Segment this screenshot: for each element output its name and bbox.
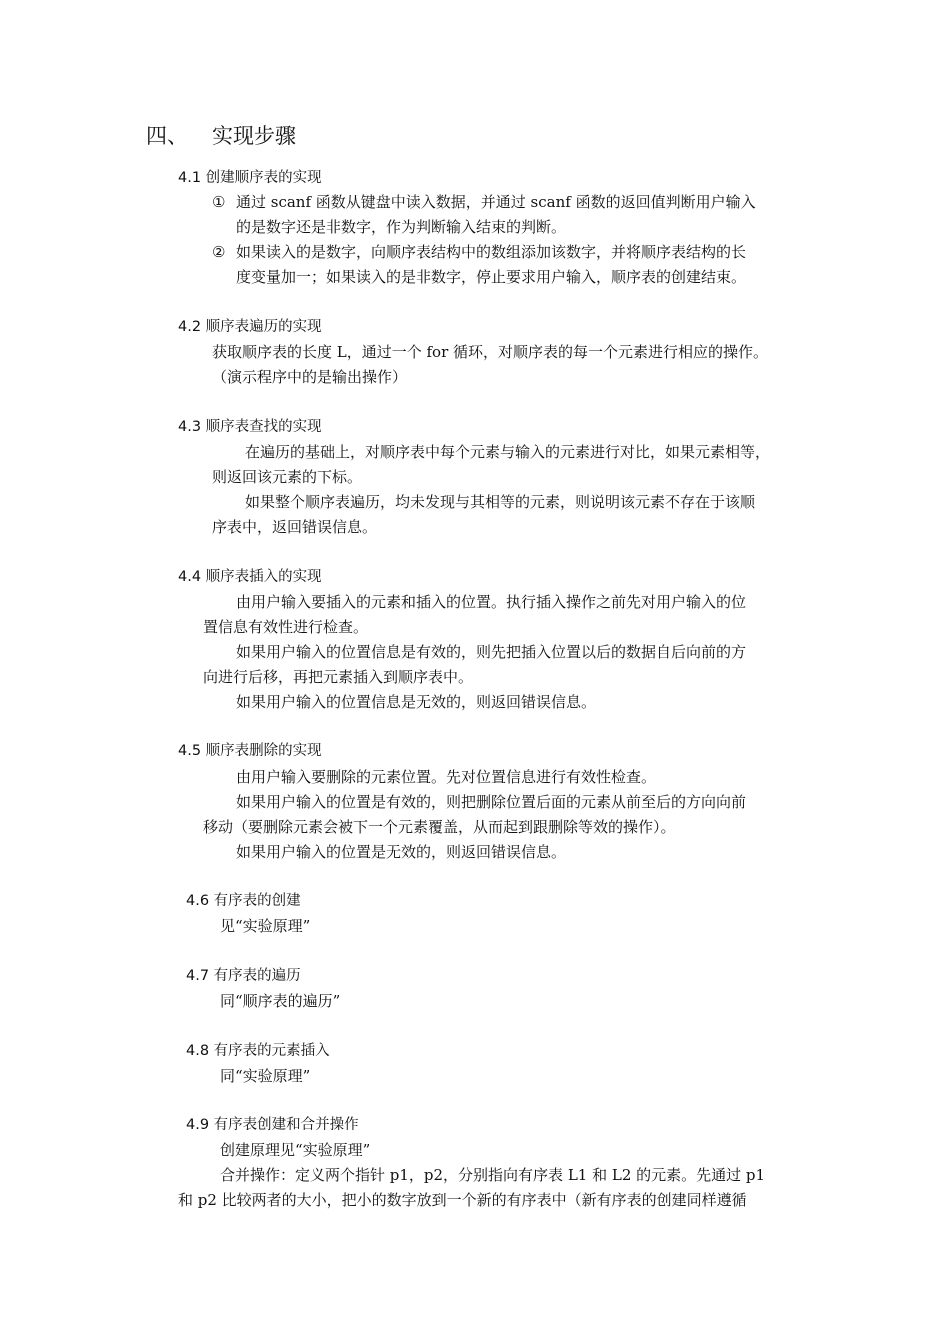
paragraph-line: 向进行后移，再把元素插入到顺序表中。	[203, 668, 474, 686]
section-4-1-heading: 4.1 创建顺序表的实现	[178, 170, 322, 186]
chapter-number: 四、	[146, 124, 188, 148]
section-4-7-heading: 4.7 有序表的遍历	[186, 968, 301, 984]
chapter-title: 实现步骤	[212, 124, 296, 148]
paragraph-line: （演示程序中的是输出操作）	[212, 368, 408, 386]
paragraph-line: 在遍历的基础上，对顺序表中每个元素与输入的元素进行对比，如果元素相等，	[245, 443, 771, 461]
paragraph-line: 如果用户输入的位置信息是有效的，则先把插入位置以后的数据自后向前的方	[236, 643, 747, 661]
paragraph-line: 合并操作：定义两个指针 p1，p2，分别指向有序表 L1 和 L2 的元素。先通过 p1	[220, 1166, 766, 1184]
section-4-4-heading: 4.4 顺序表插入的实现	[178, 569, 322, 585]
paragraph-line: 获取顺序表的长度 L，通过一个 for 循环，对顺序表的每一个元素进行相应的操作。	[212, 343, 769, 361]
paragraph-line: 如果用户输入的位置信息是无效的，则返回错误信息。	[236, 693, 597, 711]
paragraph-line: 由用户输入要删除的元素位置。先对位置信息进行有效性检查。	[236, 768, 657, 786]
list-marker-1: ①	[212, 193, 226, 211]
paragraph-line: 置信息有效性进行检查。	[203, 618, 369, 636]
paragraph-line: 同“顺序表的遍历”	[220, 992, 341, 1010]
paragraph-line: 通过 scanf 函数从键盘中读入数据，并通过 scanf 函数的返回值判断用户输入	[236, 193, 756, 211]
paragraph-line: 度变量加一；如果读入的是非数字，停止要求用户输入，顺序表的创建结束。	[236, 268, 747, 286]
paragraph-line: 如果整个顺序表遍历，均未发现与其相等的元素，则说明该元素不存在于该顺	[245, 493, 756, 511]
paragraph-line: 如果用户输入的位置是无效的，则返回错误信息。	[236, 843, 567, 861]
paragraph-line: 同“实验原理”	[220, 1067, 311, 1085]
section-4-9-heading: 4.9 有序表创建和合并操作	[186, 1117, 359, 1133]
paragraph-line: 移动（要删除元素会被下一个元素覆盖，从而起到跟删除等效的操作）。	[203, 818, 676, 836]
paragraph-line: 创建原理见“实验原理”	[220, 1141, 371, 1159]
paragraph-line: 见“实验原理”	[220, 917, 311, 935]
paragraph-line: 由用户输入要插入的元素和插入的位置。执行插入操作之前先对用户输入的位	[236, 593, 747, 611]
section-4-8-heading: 4.8 有序表的元素插入	[186, 1043, 330, 1059]
paragraph-line: 则返回该元素的下标。	[212, 468, 363, 486]
paragraph-line: 如果用户输入的位置是有效的，则把删除位置后面的元素从前至后的方向向前	[236, 793, 747, 811]
section-4-3-heading: 4.3 顺序表查找的实现	[178, 419, 322, 435]
section-4-6-heading: 4.6 有序表的创建	[186, 893, 301, 909]
list-marker-2: ②	[212, 243, 226, 261]
paragraph-line: 和 p2 比较两者的大小，把小的数字放到一个新的有序表中（新有序表的创建同样遵循	[178, 1191, 747, 1209]
paragraph-line: 序表中，返回错误信息。	[212, 518, 378, 536]
section-4-5-heading: 4.5 顺序表删除的实现	[178, 743, 322, 759]
paragraph-line: 如果读入的是数字，向顺序表结构中的数组添加该数字，并将顺序表结构的长	[236, 243, 747, 261]
section-4-2-heading: 4.2 顺序表遍历的实现	[178, 319, 322, 335]
paragraph-line: 的是数字还是非数字，作为判断输入结束的判断。	[236, 218, 567, 236]
